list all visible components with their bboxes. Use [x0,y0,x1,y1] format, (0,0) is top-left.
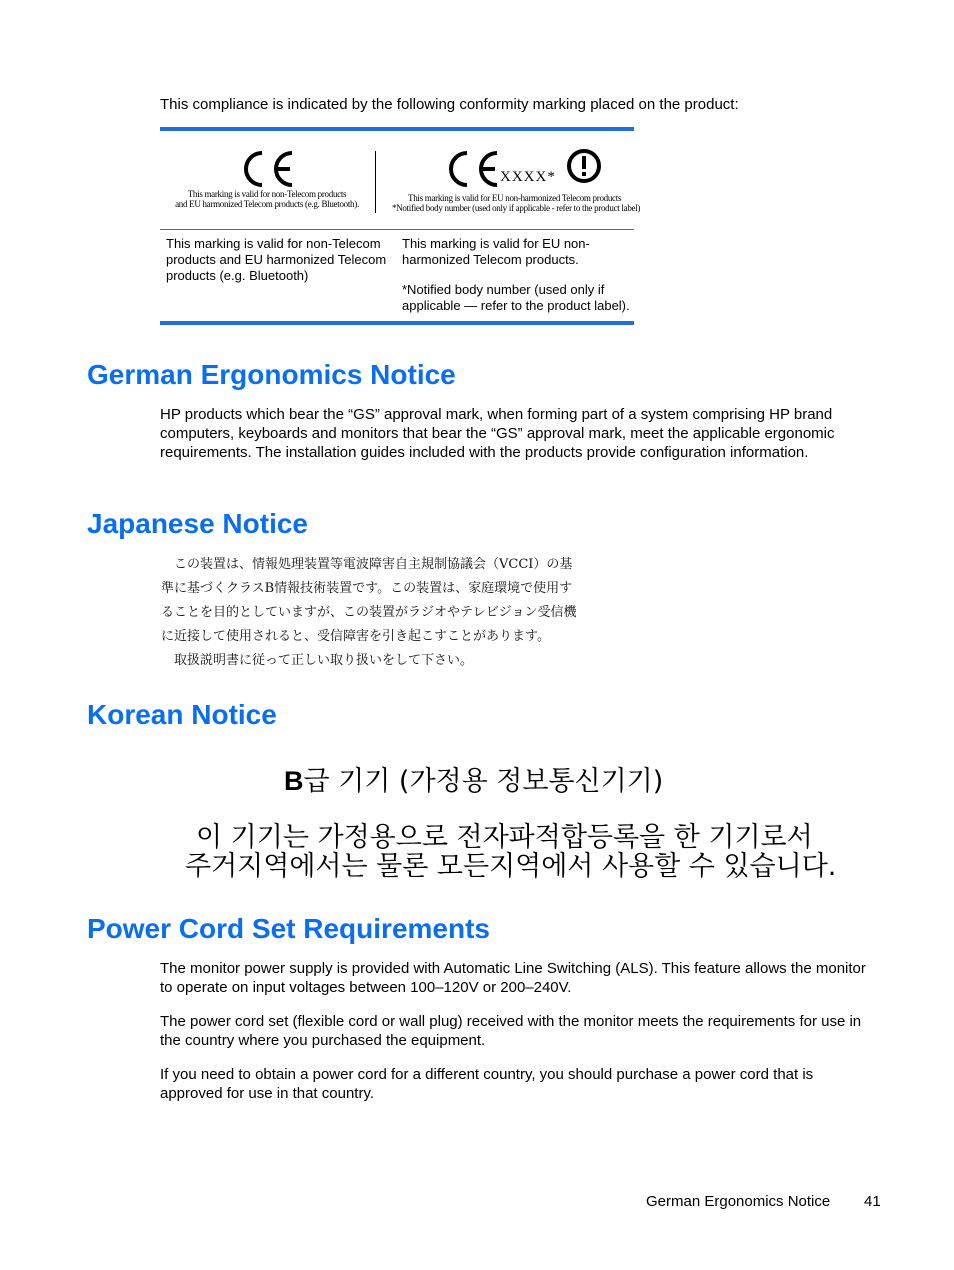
german-heading: German Ergonomics Notice [87,359,456,390]
japanese-line: この装置は、情報処理装置等電波障害自主規制協議会（VCCI）の基 [161,557,573,572]
left-mark-caption-line: and EU harmonized Telecom products (e.g. Bluetooth). [175,199,359,209]
table-mid-rule [160,229,634,230]
korean-line-2: 이 기기는 가정용으로 전자파적합등록을 한 기기로서 [196,822,813,853]
right-mark-caption-line: This marking is valid for EU non-harmonized Telecom products [408,193,622,203]
korean-class-letter: B [284,766,304,796]
table-bottom-rule [160,321,634,325]
left-mark-caption-line: This marking is valid for non-Telecom products [187,189,347,199]
table-right-cell-p2: *Notified body number (used only if applicable — refer to the product label). [402,282,630,313]
table-left-cell: This marking is valid for non-Telecom products and EU harmonized Telecom products (e.g. Bluetooth) [166,236,387,283]
ce-mark-icon [445,149,501,189]
page-number: 41 [864,1193,881,1210]
intro-text: This compliance is indicated by the following conformity marking placed on the product: [160,96,739,113]
japanese-line: ることを目的としていますが、この装置がラジオやテレビジョン受信機 [161,605,577,620]
japanese-line: 取扱説明書に従って正しい取り扱いをして下さい。 [161,653,474,668]
ce-mark-icon [240,149,296,189]
japanese-line: に近接して使用されると、受信障害を引き起こすことがあります。 [161,629,550,644]
korean-heading: Korean Notice [87,699,277,730]
korean-line-3: 주거지역에서는 물론 모든지역에서 사용할 수 있습니다. [185,851,837,882]
marking-images-row [160,131,641,229]
right-mark-caption [392,193,652,213]
right-mark-caption-line: *Notified body number (used only if applicable - refer to the product label) [392,203,641,213]
korean-line-1-text: 급 기기 (가정용 정보통신기기) [303,766,664,797]
power-paragraph-3: If you need to obtain a power cord for a different country, you should purchase a power cord that is approved for use in that country. [160,1066,814,1102]
japanese-notice-block [161,553,576,673]
table-right-cell-p1: This marking is valid for EU non-harmonized Telecom products. [402,236,590,267]
footer-section-title: German Ergonomics Notice [646,1193,831,1210]
mark-divider [375,151,376,213]
korean-line-1 [284,766,663,797]
japanese-heading: Japanese Notice [87,508,308,539]
power-paragraph-2: The power cord set (flexible cord or wall plug) received with the monitor meets the requirements for use in the country where you purchased the equipment. [160,1013,862,1049]
japanese-line: 準に基づくクラスB情報技術装置です。この装置は、家庭環境で使用す [161,581,573,596]
notified-body-number: XXXX* [500,169,556,185]
power-heading: Power Cord Set Requirements [87,913,490,944]
german-body: HP products which bear the “GS” approval mark, when forming part of a system comprising HP brand computers, keyboards and monitors that bear the “GS” approval mark, meet the applicable ergonomic requirements. The installation guides included with the products provide configuration information. [160,406,835,461]
power-paragraph-1: The monitor power supply is provided with Automatic Line Switching (ALS). This feature allows the monitor to operate on input voltages between 100–120V or 200–240V. [160,960,866,996]
alert-mark-icon [566,148,602,184]
left-mark-caption [172,189,362,209]
